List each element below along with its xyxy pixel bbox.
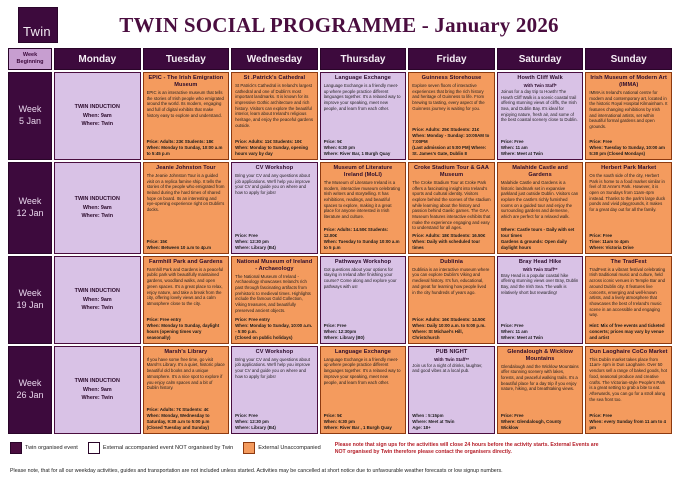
event-description: On the south side of the city, Herbert Park is home to a food market similar in feel of St Anne's Park. However, it is open on Sundays from 11am-4pm instead. Thanks to the park's large duck ponds and vivid playgrounds, it makes for a great day out for all the family.	[589, 172, 666, 213]
event-title: Howth Cliff Walk	[517, 75, 563, 81]
event-title: Croke Stadium Tour & GAA Museum	[414, 165, 490, 178]
induction-where: Where: Twin	[81, 305, 114, 312]
event-subtitle: With Twin Staff*	[523, 82, 557, 88]
event-when: When: 12:30 pm	[235, 418, 269, 424]
event-description: Malahide Castle and Gardens is a historic landmark set in expansive parkland just outside Dublin. Visitors can explore the castle's richly furnished rooms on a guided tour and enjoy the surrounding gardens and demesne, which are perfect for a relaxed walk.	[500, 179, 579, 219]
event-where: (Last admission at 5:00 PM) Where: St. James's Gate, Dublin 8	[412, 145, 487, 157]
event-description: EPIC is an interactive museum that tells the stories of Irish people who emigrated around the world. Its modern, engaging and full of digital exhibits that make history easy to explore and understand.	[146, 89, 224, 118]
day-cell	[231, 256, 318, 344]
event-meta	[147, 239, 226, 251]
event-description: Language Exchange is a friendly meet-up where people practice different languages together. It's a relaxed way to improve your speaking, meet new people, and learn from each other.	[323, 356, 401, 385]
event-when: When: 12:30pm	[323, 328, 357, 334]
event-description: TradFest is a vibrant festival celebrating Irish traditional music and culture, held across iconic venues in Temple Bar and around Dublin city. It features live concerts, emerging and well-known artists, and a lively atmosphere that showcases the best of Ireland's music scene in an accessible and engaging way.	[589, 266, 666, 318]
day-cell	[408, 72, 495, 160]
event-price: Price: 5€	[323, 139, 342, 145]
event-where: Where: Victoria Drive	[589, 244, 634, 250]
legend	[0, 436, 680, 457]
event-price: Price: Free entry	[235, 317, 270, 323]
event-description: Language Exchange is a friendly meet-up where people practice different languages together. It's a relaxed way to improve your speaking, meet new people, and learn from each other.	[323, 82, 401, 111]
event-description: Dublinia is an interactive museum where you can explore Dublin's Viking and medieval history. It's fun, educational, and great for learning how people lived in the city hundreds of years ago.	[412, 266, 490, 295]
event-where: Age: 18+	[412, 424, 431, 430]
event-title: Dun Laoghaire CoCo Market	[589, 348, 668, 355]
event-title: CV Workshop	[255, 348, 294, 355]
week-label-line2: 26 Jan	[16, 389, 44, 400]
event-card[interactable]	[585, 162, 672, 254]
event-price: Price: Adults: 7€ Students: 4€	[146, 407, 209, 413]
induction-title: TWIN INDUCTION	[74, 104, 120, 111]
event-title: Museum of Literature Ireland (MoLI)	[333, 165, 393, 178]
event-when: When: Monday to Sunday, 10:00 a.m to 5:45 p.m	[146, 145, 223, 157]
event-title: Herbert Park Market	[601, 165, 657, 171]
calendar-header-row	[8, 48, 672, 70]
event-price: Price: Adults: 16€ Students: 14.50€	[412, 317, 486, 323]
event-title: Pathways Workshop	[334, 258, 392, 265]
event-card[interactable]	[408, 162, 495, 254]
event-card[interactable]	[143, 72, 230, 160]
event-when: When: 12:30 pm	[235, 238, 269, 244]
event-where: Where: Meet at Twin	[500, 334, 543, 340]
footer-disclaimer: Please note, that for all our weekday activities, guides and transportation are not included unless started. Activities may be cancelled at short notice due to unfavourable weather forecasts or low signup numbers.	[10, 467, 503, 474]
event-title: Jeanie Johnston Tour	[155, 165, 216, 171]
event-card[interactable]	[497, 72, 584, 160]
event-description: Bray Head is a popular coastal hike offering stunning views over Bray, Dublin Bay, and the Irish Sea. The walk is relatively short but rewarding!	[500, 272, 579, 295]
event-price: Price: Free	[235, 233, 258, 239]
event-meta	[412, 317, 491, 341]
event-title: CV Workshop	[255, 165, 294, 171]
legend-warning-note: Please note that sign ups for the activities will close 24 hours before the activity starts. External Events are NOT organised by Twin therefore please contact the organisers directly.	[334, 441, 599, 456]
event-title: PUB NIGHT	[435, 348, 468, 355]
event-meta	[589, 233, 668, 251]
induction-when: When: 9am	[82, 386, 112, 393]
event-meta	[412, 413, 491, 431]
day-cell	[231, 162, 318, 254]
twin-logo	[18, 7, 58, 43]
column-header-monday: Monday	[54, 48, 141, 70]
event-card[interactable]	[408, 72, 495, 160]
event-when: Where: Glendalough, County Wicklow	[500, 418, 562, 430]
event-when: When: Monday, Wednesday to Saturday, 9:30 a.m to 5:00 p.m	[146, 413, 210, 424]
event-meta	[324, 323, 403, 341]
event-description: St Patrick's Cathedral is Ireland's largest cathedral and one of Dublin's most important landmarks. It is known for its impressive Gothic architecture and rich history. Visitors can explore the beautiful interior, learn about Ireland's religious heritage, and enjoy the peaceful gardens outside.	[235, 82, 314, 128]
event-title: Irish Museum of Modern Art (IMMA)	[590, 75, 668, 88]
day-cell	[54, 256, 141, 344]
event-card[interactable]	[497, 346, 584, 434]
induction-card[interactable]	[54, 346, 141, 434]
event-card[interactable]	[143, 346, 230, 434]
induction-when: When: 9am	[82, 204, 112, 211]
event-when: When: Monday to Sunday, 10:00 a.m. - 5:00 p.m.	[235, 323, 313, 334]
event-meta	[147, 317, 226, 341]
event-meta	[147, 139, 226, 157]
event-price: Price: Adults: 25€ Students: 21€	[412, 127, 480, 133]
week-row	[8, 256, 672, 344]
event-price: Price: Free entry	[146, 317, 182, 323]
week-row	[8, 346, 672, 434]
event-description: If you have some free time, go visit Marsh's Library. It's a quiet, historic place beautiful old books and a unique atmosphere. It's a nice spot to explore if you enjoy calm spaces and a bit of Dublin history.	[146, 356, 225, 391]
event-when: When: Monday to Sunday, opening hours vary by day	[235, 145, 308, 157]
event-when: When: Between 10 a.m to 4p.m	[146, 244, 211, 250]
induction-content	[58, 165, 137, 251]
column-header-tuesday: Tuesday	[143, 48, 230, 70]
event-card[interactable]	[408, 346, 495, 434]
induction-where: Where: Twin	[81, 213, 114, 220]
event-when: When: 11 am	[500, 328, 528, 334]
event-meta	[501, 139, 580, 157]
event-card[interactable]	[585, 346, 672, 434]
event-price: Price: 5€	[323, 413, 342, 419]
day-cell	[54, 72, 141, 160]
event-when: When: every Sunday from 11 am to 4 pm	[589, 418, 666, 430]
legend-item-twin	[10, 442, 78, 454]
induction-when: When: 9am	[82, 112, 112, 119]
week-row	[8, 162, 672, 254]
event-title: Language Exchange	[334, 75, 392, 81]
event-card[interactable]	[320, 346, 407, 434]
event-price: Price: Adults: 11€ Students: 10€	[235, 139, 302, 145]
event-where: Where: Library (B0)	[323, 334, 365, 340]
event-price: Price: 15€	[146, 238, 168, 244]
week-label-line1: Week	[18, 378, 42, 389]
week-label-line2: 19 Jan	[16, 299, 44, 310]
week-row	[8, 72, 672, 160]
event-title: National Museum of Ireland - Archaeology	[236, 258, 313, 272]
induction-title: TWIN INDUCTION	[74, 288, 120, 295]
event-title: St .Patrick's Cathedral	[243, 75, 306, 81]
event-description: Bring your CV and any questions about job applications. We'll help you improve your CV and guide you on where and how to apply for jobs!	[235, 172, 311, 195]
induction-content	[58, 259, 137, 341]
event-description: Got questions about your options for staying in Ireland after finishing your course? Come along and explore your pathways with us!	[323, 266, 397, 289]
week-beginning-cell	[8, 162, 52, 254]
legend-swatch-external-accompanied-icon	[88, 442, 100, 454]
event-where: Where: Library (B4)	[235, 244, 276, 250]
event-description: IMMA is Ireland's national centre for modern and contemporary art, located in the historic Royal Hospital Kilmainham. It features changing exhibitions by Irish and international artists, set within beautiful formal gardens and open grounds.	[589, 89, 668, 129]
event-where: Where: River Bar , 1 Burgh Quay	[323, 424, 392, 430]
day-cell	[497, 162, 584, 254]
event-meta	[235, 233, 314, 251]
column-header-week-beginning: Week Beginning	[8, 48, 52, 70]
event-price: Price: Adults: 18€ Students: 16.50€	[412, 233, 486, 239]
event-title: Malahide Castle and Gardens	[512, 165, 568, 178]
event-description: This Dublin market takes place from 11am- 4pm in Dun Laoghaire. Over 50 vendors sell a range of baked goods, hot food, seasonal produce and creative crafts. The Victorian-style People's Park is a great setting to grab a bite to eat. Afterwards, you can go for a stroll along the sea front too.	[589, 356, 668, 402]
event-card[interactable]	[497, 162, 584, 254]
event-subtitle: With Twin Staff**	[522, 266, 558, 272]
event-card[interactable]	[585, 256, 672, 344]
event-when: When: Tuesday to Sunday 10:00 a.m to 5 p.m	[323, 238, 400, 250]
event-price: Price: Free	[500, 139, 524, 145]
event-card[interactable]	[320, 162, 407, 254]
legend-label-external-unaccompanied: External Unaccompanied	[258, 444, 321, 451]
event-title: Farmhill Park and Gardens	[148, 258, 223, 265]
week-label-line2: 12 Jan	[16, 207, 44, 218]
event-meta	[501, 413, 580, 431]
day-cell	[231, 72, 318, 160]
induction-content	[58, 349, 137, 431]
event-description: The Museum of Literature Ireland is a modern, interactive museum celebrating Irish writers and storytelling. It has exhibitions, readings, and beautiful spaces to explore, making it a great place for anyone interested in Irish literature and culture.	[323, 179, 401, 219]
week-beginning-cell	[8, 346, 52, 434]
day-cell	[408, 256, 495, 344]
event-card[interactable]	[408, 256, 495, 344]
event-when: When: Daily 10:00 a.m. to 5:00 p.m.	[412, 323, 486, 329]
calendar-container	[0, 46, 680, 436]
event-price: Price: Free	[589, 139, 613, 145]
legend-swatch-external-unaccompanied-icon	[243, 442, 255, 454]
day-cell	[320, 162, 407, 254]
event-meta	[147, 407, 226, 431]
event-price: Where: Castle tours - Daily with set tour times	[500, 227, 575, 239]
week-beginning-cell	[8, 256, 52, 344]
day-cell	[231, 346, 318, 434]
event-meta	[412, 127, 491, 157]
legend-label-external-accompanied: External accompanied event NOT organised by Twin	[102, 444, 234, 451]
induction-content	[58, 75, 137, 157]
week-label-line1: Week	[18, 104, 42, 115]
event-meta	[324, 227, 403, 251]
event-when: Where: Meet at Twin	[412, 418, 455, 424]
event-meta	[589, 413, 668, 431]
event-meta	[589, 323, 668, 341]
event-price: Price: Free	[589, 413, 613, 419]
event-when: Gardens & grounds: Open daily daylight hours	[500, 238, 567, 250]
event-title: Glendalough & Wicklow Mountains	[507, 348, 573, 362]
day-cell	[320, 72, 407, 160]
day-cell	[585, 162, 672, 254]
day-cell	[585, 346, 672, 434]
induction-title: TWIN INDUCTION	[74, 378, 120, 385]
event-when: Time: 11am to 4pm	[589, 238, 629, 244]
induction-where: Where: Twin	[81, 121, 114, 128]
event-price: Price: Free	[500, 323, 524, 329]
day-cell	[585, 72, 672, 160]
event-card[interactable]	[231, 256, 318, 344]
day-cell	[143, 346, 230, 434]
induction-title: TWIN INDUCTION	[74, 196, 120, 203]
event-when: When: Monday to Sunday, daylight hours (opening times vary seasonally)	[146, 323, 220, 340]
event-meta	[324, 139, 403, 157]
event-meta	[501, 227, 580, 251]
day-cell	[497, 346, 584, 434]
event-price: Price: Free	[235, 413, 258, 419]
event-card[interactable]	[231, 72, 318, 160]
calendar-grid	[6, 46, 674, 436]
event-when: When: Tuesday to Sunday, 10:00 am 5:30 pm (Closed Mondays)	[589, 145, 665, 157]
event-when: When: Daily with scheduled tour times	[412, 238, 481, 250]
day-cell	[497, 72, 584, 160]
event-meta	[501, 323, 580, 341]
event-title: The TradFest	[610, 258, 647, 265]
day-cell	[54, 346, 141, 434]
event-title: Language Exchange	[334, 348, 392, 355]
event-price: When : 5:15pm	[412, 413, 444, 419]
event-description: Glendalough and the Wicklow Mountains offer stunning scenery with lakes, forests, and peaceful walking trails. It's a beautiful place for a day trip if you enjoy nature, hiking, and breathtaking views.	[500, 363, 579, 392]
calendar-body	[8, 72, 672, 434]
induction-when: When: 9am	[82, 296, 112, 303]
week-label-line1: Week	[18, 196, 42, 207]
event-description: Bring your CV and any questions about job applications. We'll help you improve your CV and guide you on where and how to apply for jobs!	[235, 356, 311, 379]
event-description: Joinus for a day trip to Howth! The Howth Cliff Walk is a scenic coastal trail offering stunning views of cliffs, the Irish Sea, and Dublin Bay. It's ideal for enjoying nature, fresh air, and some of the best coastal scenery close to Dublin.	[500, 88, 578, 123]
event-title: Dublinia	[440, 258, 463, 265]
event-when: When: 11 am	[500, 145, 528, 151]
column-header-wednesday: Wednesday	[231, 48, 318, 70]
column-header-friday: Friday	[408, 48, 495, 70]
event-description: The Jeanie Johnston Tour is a guided visit on a replica famine ship. It tells the stories of the people who emigrated from Ireland during the hard times of shared hope on board. Its an interesting and eye-opening experience right on Dublin's docks.	[146, 172, 225, 213]
day-cell	[320, 346, 407, 434]
event-meta	[235, 317, 314, 341]
page-header	[0, 0, 680, 46]
day-cell	[585, 256, 672, 344]
event-where: (Closed Tuesday and Sunday)	[146, 424, 209, 430]
column-header-sunday: Sunday	[585, 48, 672, 70]
event-description: Explore seven floors of interactive experiences that bring the rich history and heritage of Guinness to life. From brewing to tasting, every aspect of the Guinness journey is waiting for you.	[412, 82, 485, 111]
day-cell	[408, 346, 495, 434]
event-meta	[324, 413, 403, 431]
event-card[interactable]	[231, 346, 318, 434]
day-cell	[143, 72, 230, 160]
event-price: Price: Adults: 14.50€ Students: 12.00€	[323, 227, 389, 239]
event-price: Price: Free	[500, 413, 524, 419]
event-card[interactable]	[143, 256, 230, 344]
event-when: When: 6:30 pm	[323, 145, 355, 151]
week-label-line2: 5 Jan	[18, 116, 42, 126]
legend-swatch-twin-icon	[10, 442, 22, 454]
legend-item-external-unaccompanied	[243, 442, 321, 454]
event-meta	[235, 413, 314, 431]
event-card[interactable]	[585, 72, 672, 160]
day-cell	[408, 162, 495, 254]
induction-card[interactable]	[54, 256, 141, 344]
induction-card[interactable]	[54, 162, 141, 254]
event-meta	[589, 139, 668, 157]
event-title: Bray Head Hike	[518, 258, 562, 265]
column-header-saturday: Saturday	[497, 48, 584, 70]
legend-item-external-accompanied	[88, 442, 233, 454]
event-title: EPIC - The Irish Emigration Museum	[148, 75, 224, 88]
event-description: Farmhill Park and Gardens is a peaceful public park with beautifully maintained gardens, woodland walks, and open green spaces. It's a great place to relax, enjoy nature, and take a break from the city, offering lovely views and a calm atmosphere close to the city.	[146, 266, 224, 306]
legend-label-twin: Twin organised event	[25, 444, 78, 451]
event-description: The National Museum of Ireland - Archaeology showcases Ireland's rich past through fascinating artifacts from prehistoric to medieval times. Highlights include the famous Gold Collection, Viking treasures, and beautifully preserved ancient objects.	[235, 273, 311, 313]
event-meta	[235, 139, 314, 157]
twin-logo-text: Twin	[23, 24, 51, 39]
event-price: Hint: Mix of free events and ticketed concerts; prices may vary by venue and artist	[589, 323, 665, 340]
event-description: Join us for a night of drinks, laughter, and good vibes at a local pub.	[412, 362, 483, 374]
event-when: When: 6:30 pm	[323, 418, 355, 424]
day-cell	[497, 256, 584, 344]
event-card[interactable]	[231, 162, 318, 254]
week-label-line1: Week	[18, 288, 42, 299]
event-price: Price: Free	[323, 323, 347, 329]
event-card[interactable]	[320, 256, 407, 344]
induction-card[interactable]	[54, 72, 141, 160]
day-cell	[143, 162, 230, 254]
event-price: Price: Adults: 23€ Students: 18€	[146, 139, 214, 145]
event-where: Where: St Michael's Hill, Christchurch	[412, 328, 463, 340]
event-where: Where: Meet at Twin	[500, 151, 543, 157]
event-card[interactable]	[320, 72, 407, 160]
day-cell	[320, 256, 407, 344]
column-header-thursday: Thursday	[320, 48, 407, 70]
event-title: Marsh's Library	[164, 348, 208, 355]
day-cell	[54, 162, 141, 254]
event-title: Guinness Storehouse	[421, 75, 482, 81]
induction-where: Where: Twin	[81, 395, 114, 402]
event-subtitle: With Twin Staff**	[434, 356, 469, 362]
day-cell	[143, 256, 230, 344]
week-beginning-cell	[8, 72, 52, 160]
event-where: (Closed on public holidays)	[235, 334, 293, 340]
event-description: The Croke Stadium Tour at Croke Park offers a fascinating insight into Ireland's sports and cultural identity. Visitors explore behind the scenes of the stadium while learning about the history and passion behind Gaelic games. The GAA Museum features interactive exhibits that make the experience engaging and easy to understand for all ages.	[412, 179, 491, 231]
event-card[interactable]	[143, 162, 230, 254]
page-title: TWIN SOCIAL PROGRAMME - January 2026	[119, 12, 559, 37]
event-price: Price: Free	[589, 233, 613, 239]
event-when: When: Monday - Sunday: 10:00AM to 7:00PM	[412, 133, 490, 145]
event-meta	[412, 233, 491, 251]
event-card[interactable]	[497, 256, 584, 344]
event-where: Where: Library (B4)	[235, 424, 276, 430]
event-where: Where: River Bar, 1 Burgh Quay	[323, 151, 391, 157]
